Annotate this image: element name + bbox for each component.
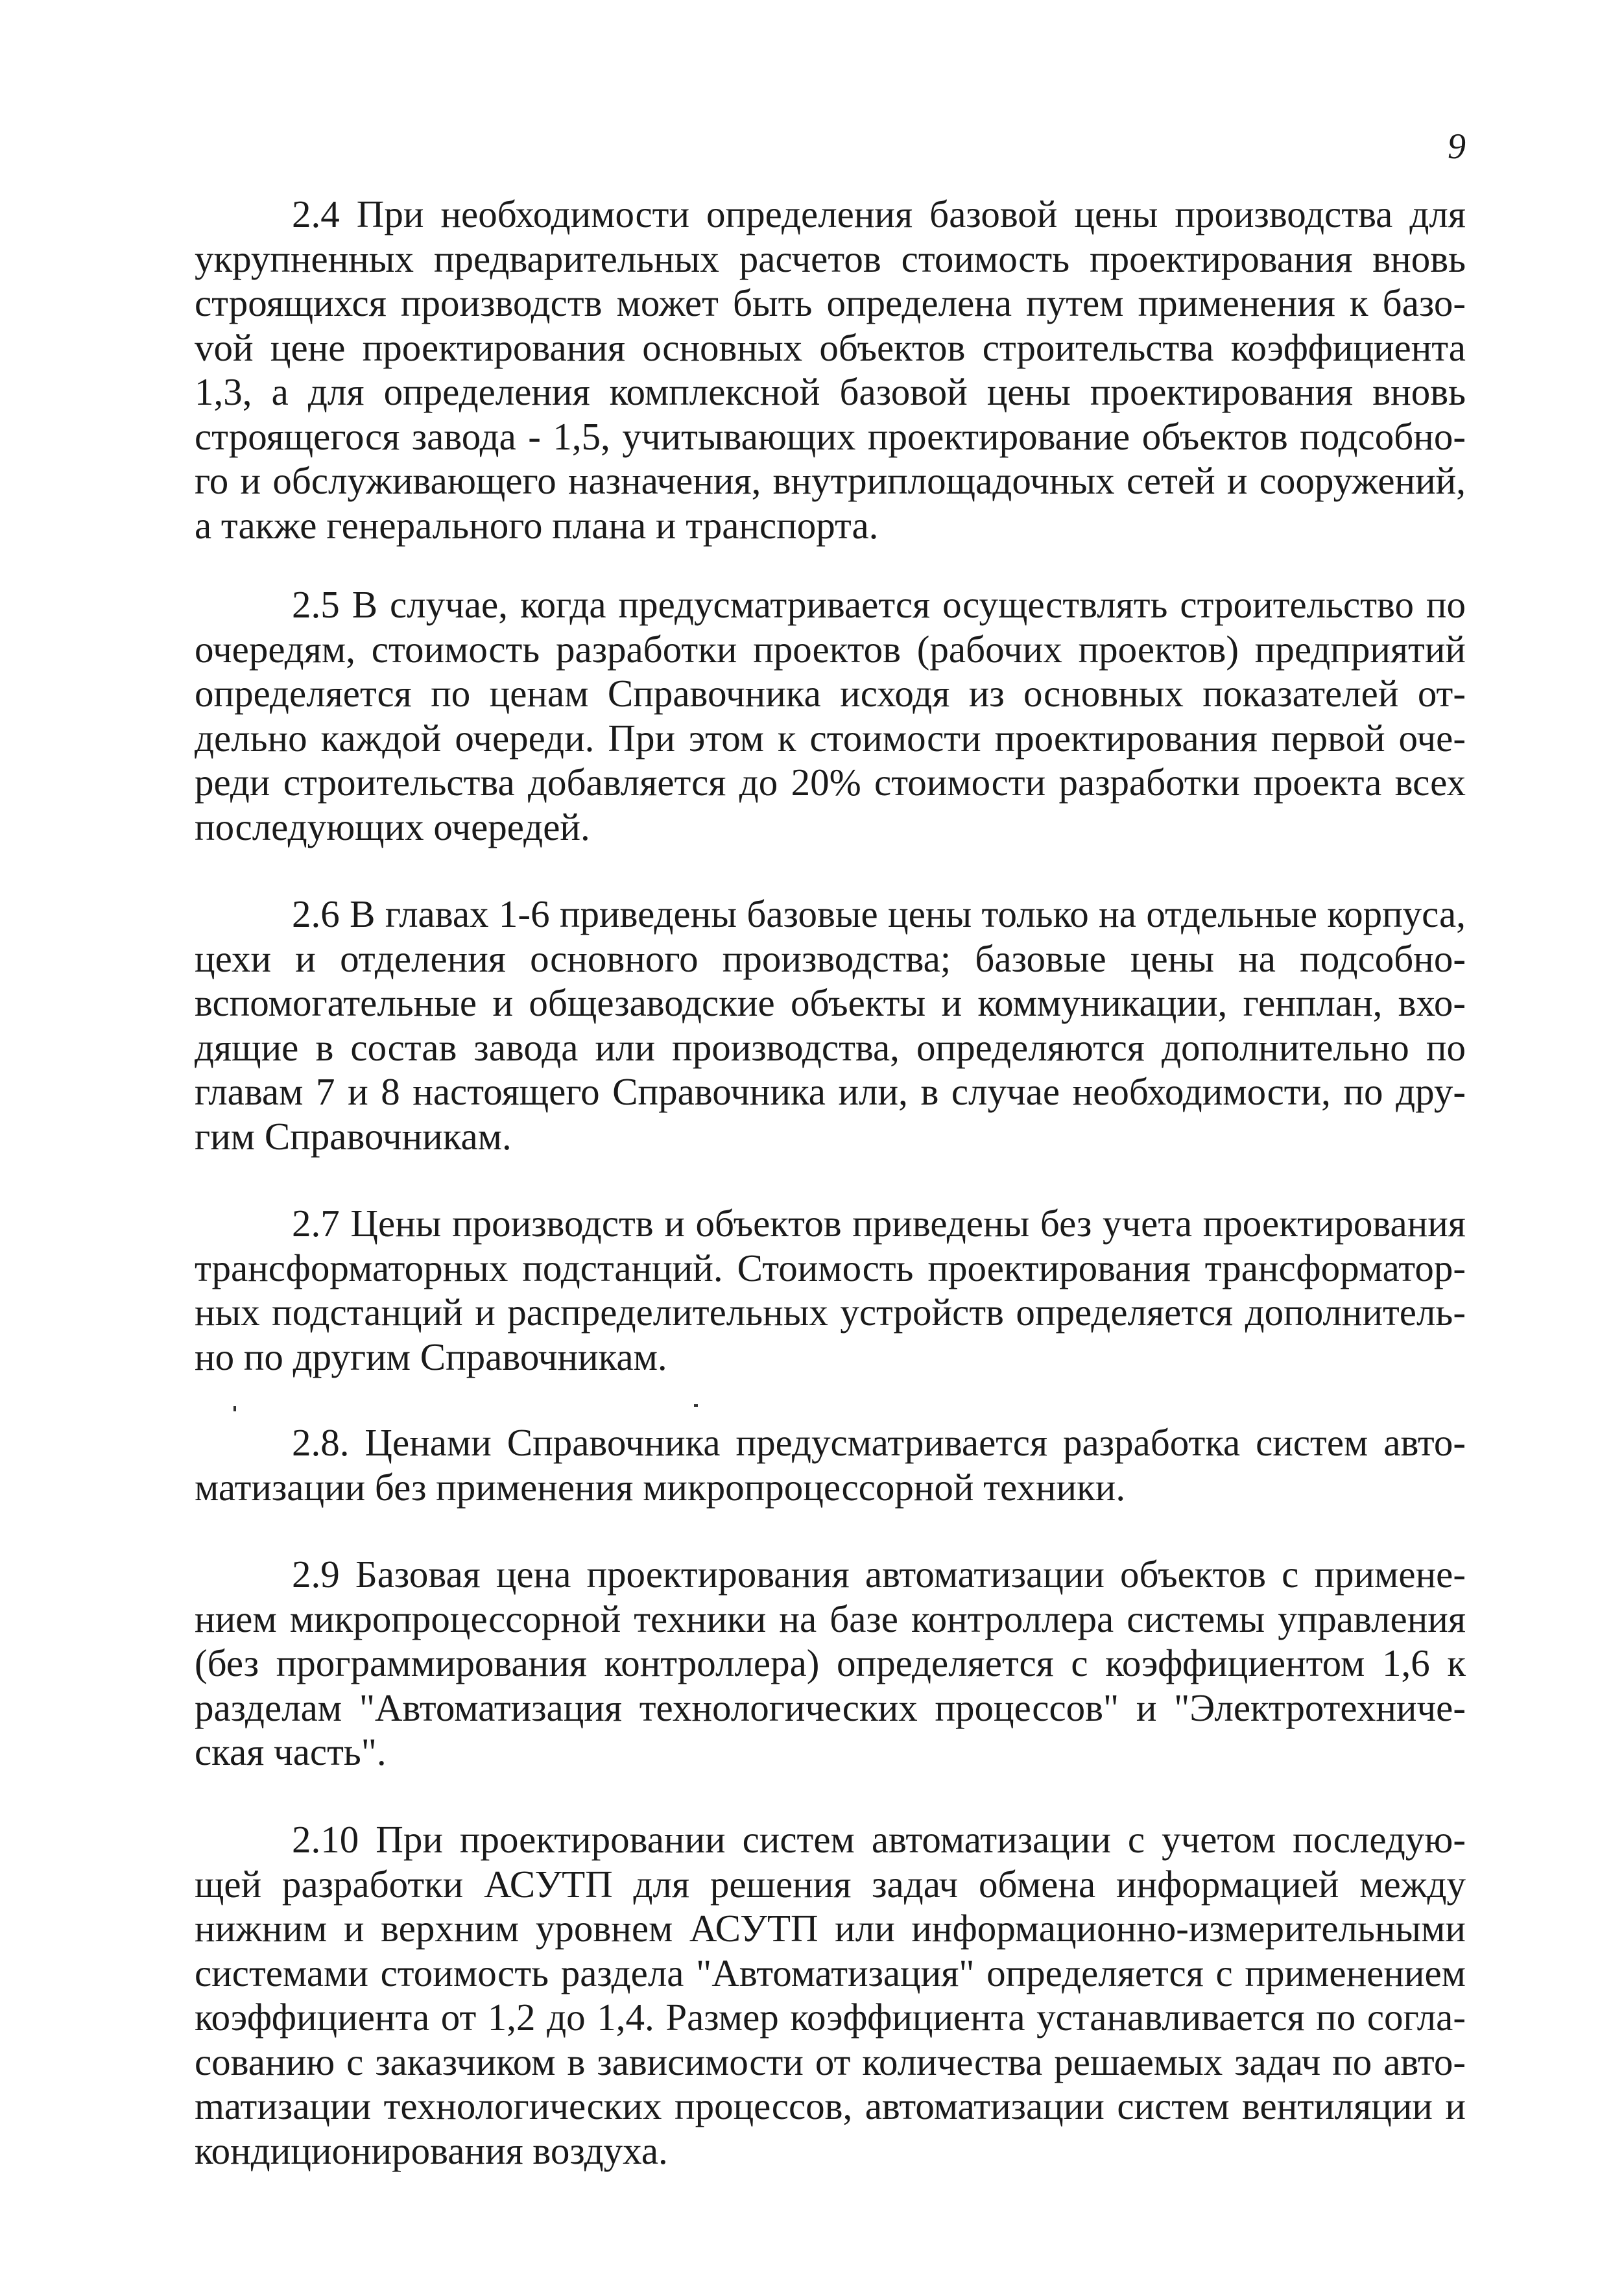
paragraph-2-7: 2.7 Цены производств и объектов приведены без учета проектирования трансформаторных подстанций. Стоимость проектирования трансформаторных подстанций и распределительных устройств определяется дополнительно по другим Справочникам. [195, 1202, 1466, 1378]
paragraph-2-5: 2.5 В случае, когда предусматривается осуществлять строительство по очередям, стоимость разработки проектов (рабочих проектов) предприятий определяется по ценам Справочника исходя из основных показателей отдельно каждой очереди. При этом к стоимости проектирования первой очереди строительства добавляется до 20% стоимости разработки проекта всех последующих очередей. [195, 583, 1466, 848]
paragraph-2-10: 2.10 При проектировании систем автоматизации с учетом последующей разработки АСУТП для решения задач обмена информацией между нижним и верхним уровнем АСУТП или информационно-измерительными системами стоимость раздела "Автоматизация" определяется с применением коэффициента от 1,2 до 1,4. Размер коэффициента устанавливается по согласованию с заказчиком в зависимости от количества решаемых задач по автоmатизации технологических процессов, автоматизации систем вентиляции и кондиционирования воздуха. [195, 1818, 1466, 2172]
paragraph-2-8: 2.8. Ценами Справочника предусматривается разработка систем автоматизации без применения микропроцессорной техники. [195, 1421, 1466, 1509]
scan-speck-mark [233, 1406, 236, 1411]
paragraph-2-4: 2.4 При необходимости определения базовой цены производства для укрупненных предварительных расчетов стоимость проектирования вновь строящихся производств может быть определена путем применения к базоvой цене проектирования основных объектов строительства коэффициента 1,3, а для определения комплексной базовой цены проектирования вновь строящегося завода - 1,5, учитывающих проектирование объектов подсобного и обслуживающего назначения, внутриплощадочных сетей и сооружений, а также генерального плана и транспорта. [195, 193, 1466, 547]
paragraph-2-6: 2.6 В главах 1-6 приведены базовые цены только на отдельные корпуса, цехи и отделения основного производства; базовые цены на подсобно-вспомогательные и общезаводские объекты и коммуникации, генплан, входящие в состав завода или производства, определяются дополнительно по главам 7 и 8 настоящего Справочника или, в случае необходимости, по другим Справочникам. [195, 892, 1466, 1158]
paragraph-2-9: 2.9 Базовая цена проектирования автоматизации объектов с применением микропроцессорной техники на базе контроллера системы управления (без программирования контроллера) определяется с коэффициентом 1,6 к разделам "Автоматизация технологических процессов" и "Электротехническая часть". [195, 1553, 1466, 1773]
page-number: 9 [1448, 126, 1466, 167]
scan-speck-mark [694, 1404, 698, 1407]
